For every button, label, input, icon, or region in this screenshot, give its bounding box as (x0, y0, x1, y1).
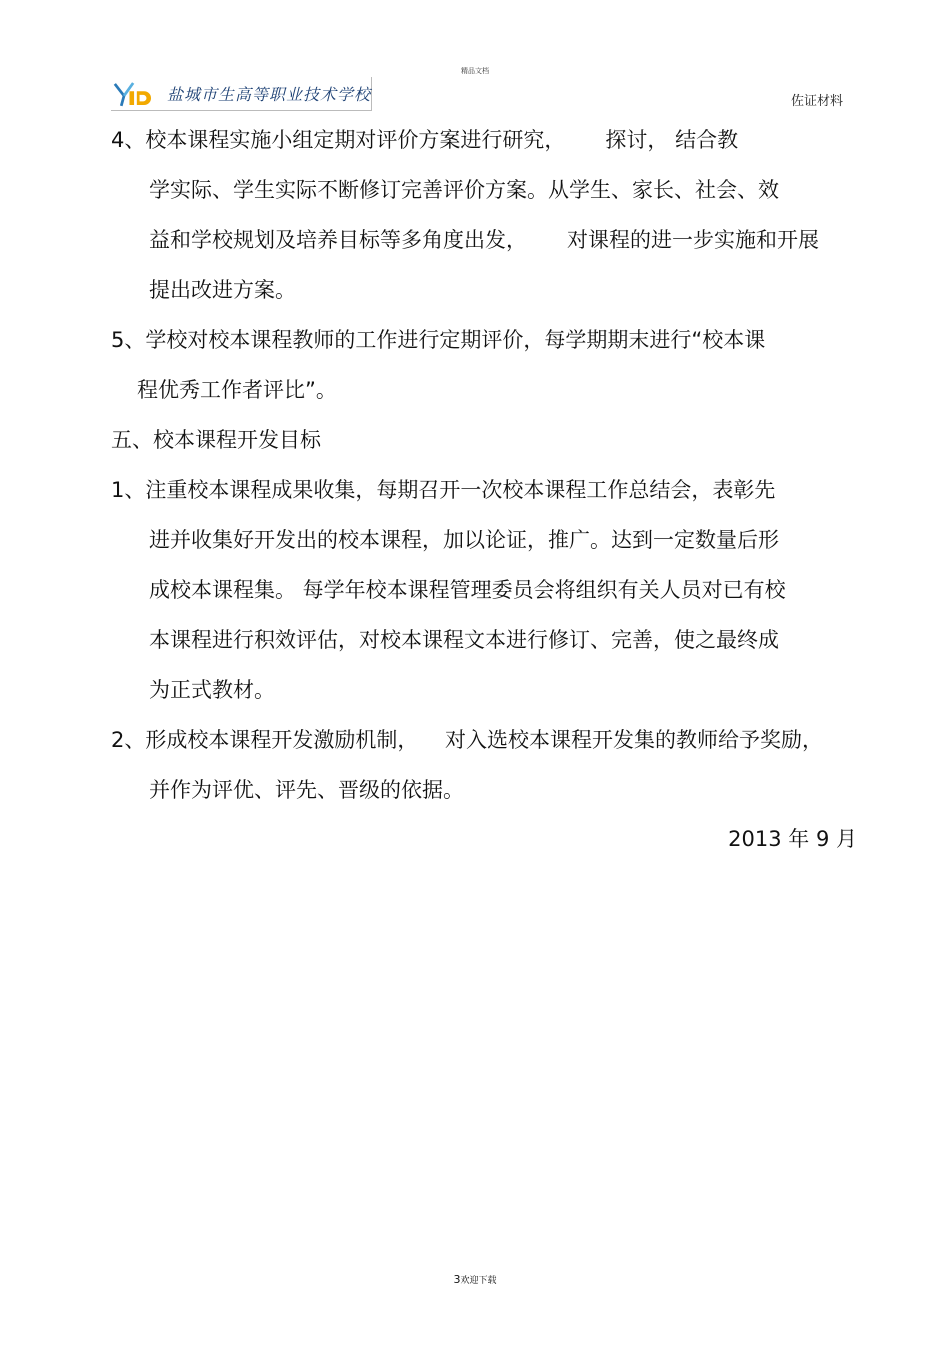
paragraph-line: 1、注重校本课程成果收集，每期召开一次校本课程工作总结会，表彰先 (111, 478, 776, 502)
paragraph-line: 学实际、学生实际不断修订完善评价方案。从学生、家长、社会、效 (149, 178, 779, 202)
paragraph-line: 4、校本课程实施小组定期对评价方案进行研究， 探讨， 结合教 (111, 128, 739, 152)
school-logo (111, 77, 372, 111)
paragraph-line: 并作为评优、评先、晋级的依据。 (149, 778, 464, 802)
school-name: 盐城市生高等职业技术学校 (166, 85, 371, 104)
section-heading: 五、校本课程开发目标 (111, 428, 321, 452)
footer-text: 欢迎下载 (460, 1276, 497, 1286)
header-right-label: 佐证材料 (790, 94, 843, 109)
document-date: 2013 年 9 月 (728, 827, 857, 851)
paragraph-line: 程优秀工作者评比”。 (137, 378, 337, 402)
paragraph-line: 益和学校规划及培养目标等多角度出发， 对课程的进一步实施和开展 (149, 228, 820, 252)
school-logo-icon (113, 79, 157, 109)
page-footer (0, 1273, 950, 1286)
paragraph-line: 进并收集好开发出的校本课程，加以论证，推广。达到一定数量后形 (149, 528, 779, 552)
document-body (111, 120, 861, 820)
paragraph-line: 成校本课程集。 每学年校本课程管理委员会将组织有关人员对已有校 (149, 578, 786, 602)
paragraph-line: 为正式教材。 (149, 678, 275, 702)
paragraph-line: 提出改进方案。 (149, 278, 296, 302)
paragraph-line: 本课程进行积效评估，对校本课程文本进行修订、完善，使之最终成 (149, 628, 779, 652)
top-mark: 精品文档 (461, 67, 489, 75)
page-number: 3 (453, 1273, 461, 1286)
paragraph-line: 5、学校对校本课程教师的工作进行定期评价，每学期期末进行“校本课 (111, 328, 766, 352)
paragraph-line: 2、形成校本课程开发激励机制， 对入选校本课程开发集的教师给予奖励， (111, 728, 824, 752)
